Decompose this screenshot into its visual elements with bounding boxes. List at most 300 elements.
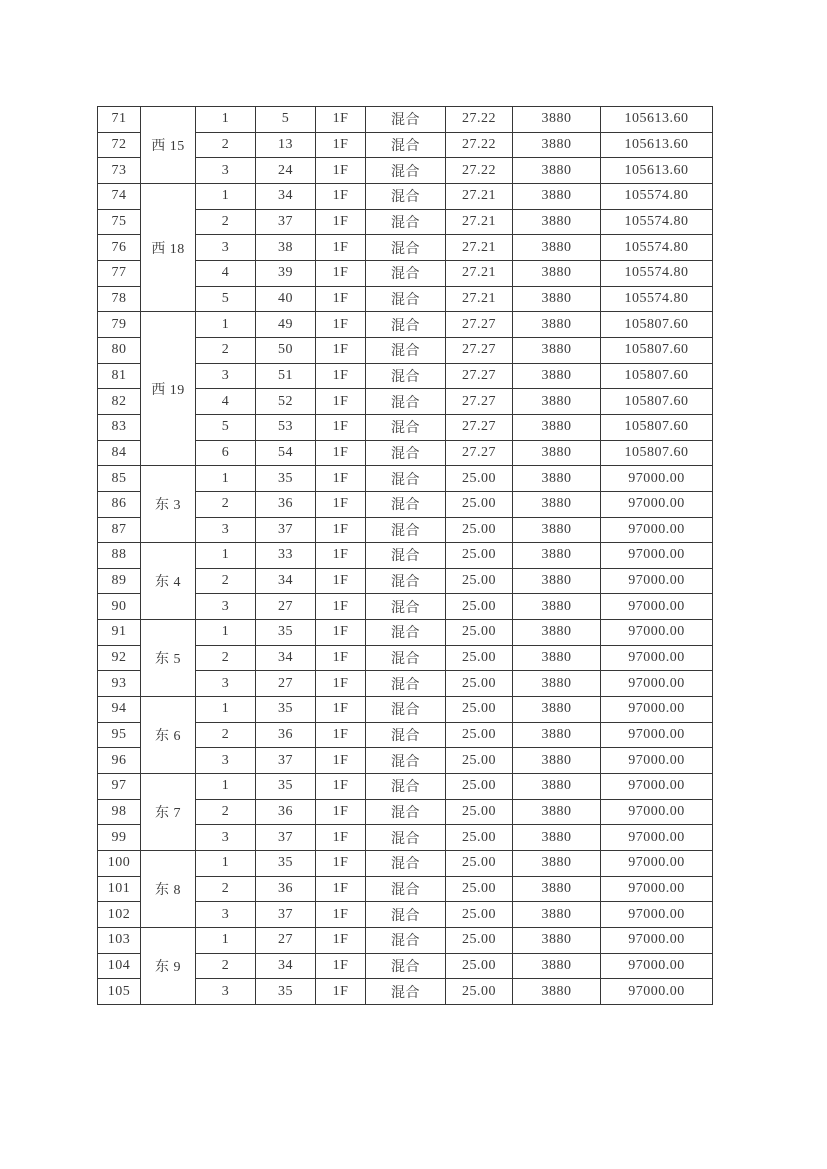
- cell-structure: 混合: [366, 414, 446, 440]
- cell-area: 27.27: [446, 389, 513, 415]
- cell-unit-price: 3880: [513, 466, 601, 492]
- cell-structure: 混合: [366, 107, 446, 133]
- cell-unit: 5: [196, 414, 256, 440]
- cell-row-number: 79: [98, 312, 141, 338]
- table-row: [98, 466, 713, 492]
- cell-row-number: 87: [98, 517, 141, 543]
- cell-row-number: 82: [98, 389, 141, 415]
- cell-total: 97000.00: [601, 671, 713, 697]
- cell-area: 25.00: [446, 799, 513, 825]
- cell-unit-price: 3880: [513, 825, 601, 851]
- cell-unit-price: 3880: [513, 979, 601, 1005]
- cell-unit: 3: [196, 748, 256, 774]
- cell-total: 97000.00: [601, 620, 713, 646]
- cell-room: 27: [256, 594, 316, 620]
- cell-area: 25.00: [446, 568, 513, 594]
- cell-structure: 混合: [366, 466, 446, 492]
- cell-structure: 混合: [366, 183, 446, 209]
- cell-floor: 1F: [316, 979, 366, 1005]
- cell-area: 25.00: [446, 645, 513, 671]
- cell-unit-price: 3880: [513, 671, 601, 697]
- cell-room: 37: [256, 748, 316, 774]
- cell-unit: 4: [196, 389, 256, 415]
- cell-area: 27.21: [446, 183, 513, 209]
- cell-floor: 1F: [316, 183, 366, 209]
- cell-unit: 2: [196, 799, 256, 825]
- cell-unit-price: 3880: [513, 774, 601, 800]
- cell-total: 105574.80: [601, 235, 713, 261]
- cell-building: 西 18: [141, 183, 196, 311]
- cell-floor: 1F: [316, 902, 366, 928]
- cell-unit-price: 3880: [513, 440, 601, 466]
- cell-structure: 混合: [366, 517, 446, 543]
- cell-room: 34: [256, 568, 316, 594]
- cell-unit-price: 3880: [513, 491, 601, 517]
- cell-room: 34: [256, 953, 316, 979]
- cell-floor: 1F: [316, 466, 366, 492]
- cell-unit: 2: [196, 953, 256, 979]
- cell-unit: 1: [196, 928, 256, 954]
- cell-row-number: 75: [98, 209, 141, 235]
- cell-unit: 1: [196, 183, 256, 209]
- cell-building: 西 15: [141, 107, 196, 184]
- cell-total: 105574.80: [601, 260, 713, 286]
- cell-unit: 3: [196, 363, 256, 389]
- cell-total: 105807.60: [601, 440, 713, 466]
- cell-total: 105574.80: [601, 209, 713, 235]
- cell-unit: 1: [196, 466, 256, 492]
- cell-room: 13: [256, 132, 316, 158]
- table-row: [98, 183, 713, 209]
- cell-total: 105807.60: [601, 414, 713, 440]
- cell-room: 36: [256, 876, 316, 902]
- cell-room: 34: [256, 645, 316, 671]
- table-row: [98, 107, 713, 133]
- cell-area: 25.00: [446, 517, 513, 543]
- cell-floor: 1F: [316, 517, 366, 543]
- cell-building: 西 19: [141, 312, 196, 466]
- cell-floor: 1F: [316, 209, 366, 235]
- cell-area: 25.00: [446, 902, 513, 928]
- table-row: [98, 851, 713, 877]
- cell-area: 25.00: [446, 543, 513, 569]
- cell-area: 27.22: [446, 132, 513, 158]
- cell-structure: 混合: [366, 902, 446, 928]
- cell-room: 37: [256, 902, 316, 928]
- cell-floor: 1F: [316, 851, 366, 877]
- cell-row-number: 85: [98, 466, 141, 492]
- cell-unit: 1: [196, 107, 256, 133]
- cell-room: 37: [256, 209, 316, 235]
- cell-unit: 3: [196, 235, 256, 261]
- cell-structure: 混合: [366, 774, 446, 800]
- cell-area: 25.00: [446, 825, 513, 851]
- cell-floor: 1F: [316, 876, 366, 902]
- cell-unit-price: 3880: [513, 107, 601, 133]
- cell-unit: 1: [196, 774, 256, 800]
- cell-unit-price: 3880: [513, 209, 601, 235]
- cell-unit-price: 3880: [513, 620, 601, 646]
- cell-room: 37: [256, 517, 316, 543]
- cell-area: 25.00: [446, 928, 513, 954]
- cell-area: 25.00: [446, 491, 513, 517]
- cell-floor: 1F: [316, 158, 366, 184]
- cell-building: 东 7: [141, 774, 196, 851]
- cell-row-number: 92: [98, 645, 141, 671]
- cell-row-number: 99: [98, 825, 141, 851]
- cell-row-number: 98: [98, 799, 141, 825]
- cell-unit: 2: [196, 645, 256, 671]
- cell-row-number: 83: [98, 414, 141, 440]
- cell-room: 52: [256, 389, 316, 415]
- cell-floor: 1F: [316, 286, 366, 312]
- cell-row-number: 93: [98, 671, 141, 697]
- cell-building: 东 8: [141, 851, 196, 928]
- cell-floor: 1F: [316, 928, 366, 954]
- cell-room: 35: [256, 620, 316, 646]
- cell-area: 27.21: [446, 235, 513, 261]
- cell-unit-price: 3880: [513, 363, 601, 389]
- cell-floor: 1F: [316, 953, 366, 979]
- cell-building: 东 9: [141, 928, 196, 1005]
- cell-floor: 1F: [316, 697, 366, 723]
- cell-structure: 混合: [366, 953, 446, 979]
- cell-room: 5: [256, 107, 316, 133]
- cell-area: 25.00: [446, 697, 513, 723]
- cell-row-number: 80: [98, 337, 141, 363]
- cell-area: 25.00: [446, 748, 513, 774]
- cell-unit: 1: [196, 312, 256, 338]
- cell-area: 27.21: [446, 286, 513, 312]
- cell-room: 34: [256, 183, 316, 209]
- cell-room: 35: [256, 851, 316, 877]
- cell-unit: 3: [196, 517, 256, 543]
- cell-room: 36: [256, 491, 316, 517]
- cell-row-number: 101: [98, 876, 141, 902]
- cell-total: 105613.60: [601, 132, 713, 158]
- cell-unit-price: 3880: [513, 389, 601, 415]
- cell-unit-price: 3880: [513, 722, 601, 748]
- cell-row-number: 73: [98, 158, 141, 184]
- cell-area: 27.27: [446, 337, 513, 363]
- cell-floor: 1F: [316, 568, 366, 594]
- cell-building: 东 5: [141, 620, 196, 697]
- cell-unit-price: 3880: [513, 876, 601, 902]
- cell-area: 25.00: [446, 876, 513, 902]
- cell-total: 97000.00: [601, 722, 713, 748]
- cell-total: 97000.00: [601, 697, 713, 723]
- cell-floor: 1F: [316, 389, 366, 415]
- cell-total: 105807.60: [601, 389, 713, 415]
- cell-unit: 3: [196, 902, 256, 928]
- cell-structure: 混合: [366, 209, 446, 235]
- cell-structure: 混合: [366, 979, 446, 1005]
- cell-unit-price: 3880: [513, 902, 601, 928]
- cell-structure: 混合: [366, 851, 446, 877]
- cell-unit-price: 3880: [513, 260, 601, 286]
- cell-room: 40: [256, 286, 316, 312]
- cell-structure: 混合: [366, 799, 446, 825]
- cell-row-number: 76: [98, 235, 141, 261]
- cell-row-number: 104: [98, 953, 141, 979]
- cell-total: 97000.00: [601, 979, 713, 1005]
- cell-row-number: 97: [98, 774, 141, 800]
- cell-total: 97000.00: [601, 774, 713, 800]
- cell-unit-price: 3880: [513, 158, 601, 184]
- cell-floor: 1F: [316, 132, 366, 158]
- cell-structure: 混合: [366, 876, 446, 902]
- cell-unit: 2: [196, 209, 256, 235]
- cell-row-number: 74: [98, 183, 141, 209]
- cell-room: 27: [256, 671, 316, 697]
- cell-row-number: 105: [98, 979, 141, 1005]
- cell-unit-price: 3880: [513, 235, 601, 261]
- cell-structure: 混合: [366, 594, 446, 620]
- cell-row-number: 94: [98, 697, 141, 723]
- cell-area: 25.00: [446, 774, 513, 800]
- cell-area: 27.21: [446, 260, 513, 286]
- cell-area: 25.00: [446, 620, 513, 646]
- cell-structure: 混合: [366, 363, 446, 389]
- cell-area: 25.00: [446, 851, 513, 877]
- cell-structure: 混合: [366, 748, 446, 774]
- cell-row-number: 88: [98, 543, 141, 569]
- cell-unit: 2: [196, 568, 256, 594]
- cell-total: 105807.60: [601, 363, 713, 389]
- cell-total: 105613.60: [601, 158, 713, 184]
- cell-total: 97000.00: [601, 491, 713, 517]
- cell-unit: 2: [196, 132, 256, 158]
- cell-floor: 1F: [316, 825, 366, 851]
- cell-unit: 2: [196, 876, 256, 902]
- cell-unit: 1: [196, 543, 256, 569]
- cell-structure: 混合: [366, 158, 446, 184]
- cell-building: 东 4: [141, 543, 196, 620]
- cell-room: 35: [256, 774, 316, 800]
- cell-row-number: 103: [98, 928, 141, 954]
- cell-unit-price: 3880: [513, 594, 601, 620]
- cell-row-number: 77: [98, 260, 141, 286]
- cell-unit-price: 3880: [513, 799, 601, 825]
- cell-floor: 1F: [316, 491, 366, 517]
- apartment-price-table: [97, 106, 713, 1005]
- table-row: [98, 774, 713, 800]
- cell-unit: 3: [196, 979, 256, 1005]
- cell-unit-price: 3880: [513, 517, 601, 543]
- cell-floor: 1F: [316, 620, 366, 646]
- cell-unit: 5: [196, 286, 256, 312]
- cell-room: 53: [256, 414, 316, 440]
- cell-area: 25.00: [446, 722, 513, 748]
- cell-area: 25.00: [446, 979, 513, 1005]
- cell-area: 25.00: [446, 466, 513, 492]
- cell-unit-price: 3880: [513, 697, 601, 723]
- cell-area: 27.22: [446, 158, 513, 184]
- table-row: [98, 312, 713, 338]
- cell-room: 51: [256, 363, 316, 389]
- cell-room: 36: [256, 799, 316, 825]
- cell-row-number: 95: [98, 722, 141, 748]
- cell-area: 27.27: [446, 440, 513, 466]
- cell-unit: 2: [196, 722, 256, 748]
- cell-room: 38: [256, 235, 316, 261]
- cell-total: 97000.00: [601, 645, 713, 671]
- cell-structure: 混合: [366, 671, 446, 697]
- cell-area: 25.00: [446, 671, 513, 697]
- cell-row-number: 91: [98, 620, 141, 646]
- cell-unit: 3: [196, 158, 256, 184]
- cell-floor: 1F: [316, 414, 366, 440]
- cell-room: 50: [256, 337, 316, 363]
- cell-unit-price: 3880: [513, 851, 601, 877]
- cell-unit: 1: [196, 697, 256, 723]
- cell-unit-price: 3880: [513, 414, 601, 440]
- cell-room: 33: [256, 543, 316, 569]
- cell-structure: 混合: [366, 697, 446, 723]
- cell-room: 36: [256, 722, 316, 748]
- cell-floor: 1F: [316, 107, 366, 133]
- cell-area: 27.27: [446, 414, 513, 440]
- cell-floor: 1F: [316, 260, 366, 286]
- cell-unit-price: 3880: [513, 645, 601, 671]
- cell-floor: 1F: [316, 363, 366, 389]
- cell-unit-price: 3880: [513, 183, 601, 209]
- cell-structure: 混合: [366, 543, 446, 569]
- cell-structure: 混合: [366, 722, 446, 748]
- cell-unit-price: 3880: [513, 568, 601, 594]
- cell-unit-price: 3880: [513, 312, 601, 338]
- cell-total: 105574.80: [601, 286, 713, 312]
- cell-floor: 1F: [316, 671, 366, 697]
- cell-row-number: 84: [98, 440, 141, 466]
- cell-floor: 1F: [316, 722, 366, 748]
- cell-structure: 混合: [366, 928, 446, 954]
- cell-total: 97000.00: [601, 799, 713, 825]
- cell-unit: 2: [196, 337, 256, 363]
- cell-unit: 6: [196, 440, 256, 466]
- cell-unit: 3: [196, 825, 256, 851]
- cell-structure: 混合: [366, 620, 446, 646]
- cell-unit-price: 3880: [513, 748, 601, 774]
- cell-area: 27.27: [446, 312, 513, 338]
- cell-floor: 1F: [316, 312, 366, 338]
- cell-structure: 混合: [366, 568, 446, 594]
- cell-building: 东 3: [141, 466, 196, 543]
- cell-area: 27.22: [446, 107, 513, 133]
- cell-unit-price: 3880: [513, 337, 601, 363]
- cell-unit: 3: [196, 594, 256, 620]
- cell-structure: 混合: [366, 286, 446, 312]
- apartment-table-body: [98, 107, 713, 1005]
- cell-structure: 混合: [366, 440, 446, 466]
- cell-total: 105807.60: [601, 337, 713, 363]
- cell-total: 97000.00: [601, 517, 713, 543]
- cell-floor: 1F: [316, 799, 366, 825]
- cell-floor: 1F: [316, 645, 366, 671]
- cell-floor: 1F: [316, 748, 366, 774]
- cell-total: 97000.00: [601, 748, 713, 774]
- cell-structure: 混合: [366, 389, 446, 415]
- cell-area: 27.21: [446, 209, 513, 235]
- cell-room: 39: [256, 260, 316, 286]
- cell-room: 35: [256, 979, 316, 1005]
- cell-building: 东 6: [141, 697, 196, 774]
- cell-room: 37: [256, 825, 316, 851]
- cell-row-number: 78: [98, 286, 141, 312]
- cell-row-number: 86: [98, 491, 141, 517]
- cell-total: 97000.00: [601, 928, 713, 954]
- cell-unit: 2: [196, 491, 256, 517]
- cell-floor: 1F: [316, 440, 366, 466]
- cell-floor: 1F: [316, 235, 366, 261]
- cell-total: 97000.00: [601, 902, 713, 928]
- cell-area: 25.00: [446, 594, 513, 620]
- cell-structure: 混合: [366, 260, 446, 286]
- cell-total: 105613.60: [601, 107, 713, 133]
- cell-unit-price: 3880: [513, 953, 601, 979]
- cell-total: 97000.00: [601, 466, 713, 492]
- cell-unit-price: 3880: [513, 286, 601, 312]
- cell-unit: 3: [196, 671, 256, 697]
- cell-structure: 混合: [366, 645, 446, 671]
- cell-area: 27.27: [446, 363, 513, 389]
- cell-room: 27: [256, 928, 316, 954]
- cell-total: 97000.00: [601, 543, 713, 569]
- cell-floor: 1F: [316, 337, 366, 363]
- cell-row-number: 81: [98, 363, 141, 389]
- cell-structure: 混合: [366, 132, 446, 158]
- cell-total: 105807.60: [601, 312, 713, 338]
- cell-unit: 1: [196, 620, 256, 646]
- cell-row-number: 90: [98, 594, 141, 620]
- cell-structure: 混合: [366, 337, 446, 363]
- cell-room: 54: [256, 440, 316, 466]
- cell-structure: 混合: [366, 235, 446, 261]
- cell-row-number: 96: [98, 748, 141, 774]
- cell-room: 35: [256, 697, 316, 723]
- cell-structure: 混合: [366, 312, 446, 338]
- cell-structure: 混合: [366, 491, 446, 517]
- cell-unit-price: 3880: [513, 928, 601, 954]
- cell-total: 97000.00: [601, 953, 713, 979]
- table-row: [98, 620, 713, 646]
- cell-row-number: 100: [98, 851, 141, 877]
- cell-unit-price: 3880: [513, 543, 601, 569]
- cell-total: 97000.00: [601, 851, 713, 877]
- table-row: [98, 697, 713, 723]
- cell-row-number: 72: [98, 132, 141, 158]
- cell-total: 105574.80: [601, 183, 713, 209]
- cell-row-number: 89: [98, 568, 141, 594]
- table-row: [98, 928, 713, 954]
- cell-room: 35: [256, 466, 316, 492]
- cell-row-number: 71: [98, 107, 141, 133]
- cell-row-number: 102: [98, 902, 141, 928]
- cell-room: 49: [256, 312, 316, 338]
- cell-unit-price: 3880: [513, 132, 601, 158]
- cell-total: 97000.00: [601, 876, 713, 902]
- cell-unit: 4: [196, 260, 256, 286]
- cell-total: 97000.00: [601, 594, 713, 620]
- cell-unit: 1: [196, 851, 256, 877]
- cell-total: 97000.00: [601, 825, 713, 851]
- cell-floor: 1F: [316, 774, 366, 800]
- cell-total: 97000.00: [601, 568, 713, 594]
- table-row: [98, 543, 713, 569]
- cell-floor: 1F: [316, 594, 366, 620]
- cell-room: 24: [256, 158, 316, 184]
- cell-structure: 混合: [366, 825, 446, 851]
